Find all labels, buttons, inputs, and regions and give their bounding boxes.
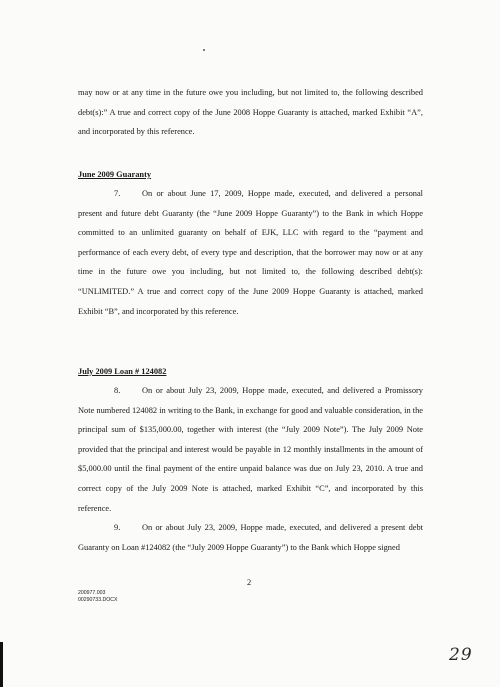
paragraph-8 (78, 381, 423, 518)
intro-block (78, 83, 423, 142)
july-2009-block (78, 381, 423, 557)
document-id (78, 590, 118, 604)
paragraph-number: 8. (114, 386, 121, 395)
paragraph-text: On or about July 23, 2009, Hoppe made, executed, and delivered a Promissory Note numbered 124082 in writing to the Bank, in exchange for good and valuable consideration, in the principal sum of $135,000.00, together with interest (the “July 2009 Note”). The July 2009 Note provided that the principal and interest would be payable in 12 monthly installments in the amount of $5,000.00 until the final payment of the entire unpaid balance was due on July 23, 2010. A true and correct copy of the July 2009 Note is attached, marked Exhibit “C”, and incorporated by this reference. (78, 386, 423, 513)
paragraph-9 (78, 518, 423, 557)
scan-binding-edge (0, 642, 3, 687)
section-heading-july-2009: July 2009 Loan # 124082 (78, 367, 167, 376)
page-number: 2 (247, 578, 252, 587)
intro-paragraph: may now or at any time in the future owe you including, but not limited to, the following described debt(s):” A true and correct copy of the June 2008 Hoppe Guaranty is attached, marked Exhibit “A”, and incorporated by this reference. (78, 88, 423, 137)
document-id-line-2: 00290733.DOCX (78, 597, 118, 603)
paragraph-7 (78, 184, 423, 321)
paragraph-text: On or about June 17, 2009, Hoppe made, executed, and delivered a personal present and future debt Guaranty (the “June 2009 Hoppe Guaranty”) to the Bank in which Hoppe committed to an unlimited guaranty on behalf of EJK, LLC with regard to the “payment and performance of each every debt, of every type and description, that the borrower may now or at any time in the future owe you including, but not limited to, the following described debt(s): “UNLIMITED.” A true and correct copy of the June 2009 Hoppe Guaranty is attached, marked Exhibit “B”, and incorporated by this reference. (78, 189, 423, 316)
scan-speck (203, 49, 205, 51)
paragraph-text: On or about July 23, 2009, Hoppe made, executed, and delivered a present debt Guaranty on Loan #124082 (the “July 2009 Hoppe Guaranty”) to the Bank which Hoppe signed (78, 523, 423, 552)
handwritten-page-mark: 29 (449, 645, 473, 665)
june-2009-block (78, 184, 423, 321)
section-heading-june-2009: June 2009 Guaranty (78, 170, 152, 179)
paragraph-number: 7. (114, 189, 121, 198)
document-id-line-1: 200977.003 (78, 590, 106, 596)
paragraph-number: 9. (114, 523, 121, 533)
